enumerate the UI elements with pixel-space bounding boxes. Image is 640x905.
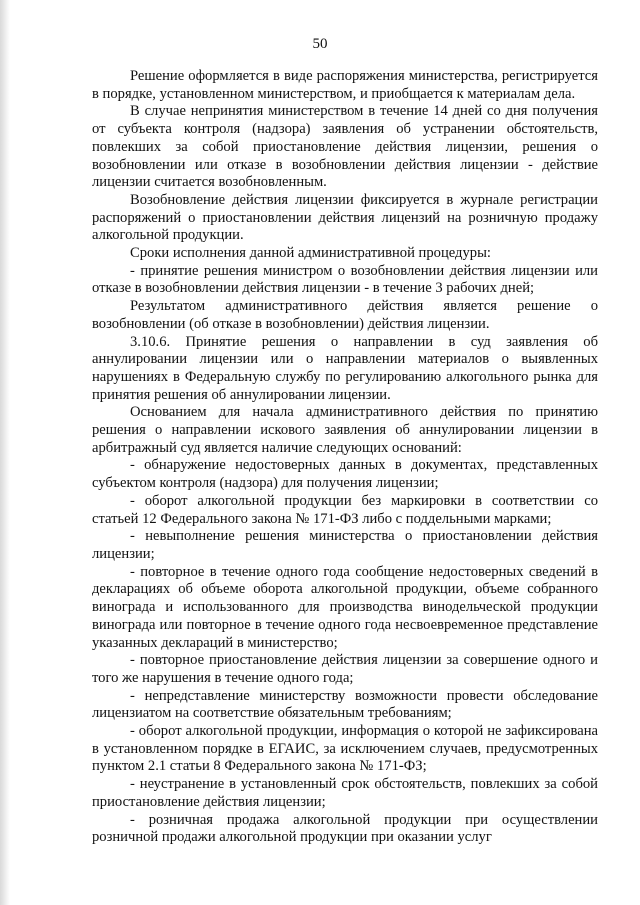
list-item: - оборот алкогольной продукции без маркировки в соответствии со статьей 12 Федерального закона № 171-ФЗ либо с поддельными марками; (92, 492, 598, 527)
list-item: - непредставление министерству возможности провести обследование лицензиатом на соответствие обязательным требованиям; (92, 687, 598, 722)
scan-edge-shadow (0, 0, 10, 905)
page-number: 50 (312, 36, 328, 52)
list-item: - повторное приостановление действия лицензии за совершение одного и того же нарушения в течение одного года; (92, 652, 598, 686)
paragraph: - принятие решения министром о возобновлении действия лицензии или отказе в возобновлении действия лицензии - в течение 3 рабочих дней; (92, 262, 598, 297)
paragraph: Возобновление действия лицензии фиксируется в журнале регистрации распоряжений о приостановлении действия лицензий на розничную продажу алкогольной продукции. (92, 191, 598, 244)
paragraph: В случае непринятия министерством в течение 14 дней со дня получения от субъекта контроля (надзора) заявления об устранении обстоятельств, повлекших за собой приостановление действия лицензии, решения о возобновлении или отказе в возобновлении действия лицензии - действие лицензии считается возобновленным. (92, 103, 598, 191)
list-item: - розничная продажа алкогольной продукции при осуществлении розничной продажи алкогольной продукции при оказании услуг (92, 811, 598, 846)
list-item: - повторное в течение одного года сообщение недостоверных сведений в декларациях об объеме оборота алкогольной продукции, объеме собранного винограда и использованного для производства винодельческой продукции винограда или повторное в течение одного года несвоевременное представление указанных деклараций в министерство; (92, 563, 598, 651)
paragraph: Сроки исполнения данной административной процедуры: (130, 245, 491, 262)
list-item: - обнаружение недостоверных данных в документах, представленных субъектом контроля (надзора) для получения лицензии; (92, 457, 598, 492)
paragraph: Решение оформляется в виде распоряжения министерства, регистрируется в порядке, установленном министерством, и приобщается к материалам дела. (92, 68, 598, 102)
list-item: - оборот алкогольной продукции, информация о которой не зафиксирована в установленном порядке в ЕГАИС, за исключением случаев, предусмотренных пунктом 2.1 статьи 8 Федерального закона № 171-ФЗ; (92, 723, 598, 775)
section-heading-paragraph: 3.10.6. Принятие решения о направлении в суд заявления об аннулировании лицензии или о направлении материалов о выявленных нарушениях в Федеральную службу по регулированию алкогольного рынка для принятия решения об аннулировании лицензии. (92, 333, 598, 403)
document-body (92, 68, 598, 847)
paragraph: Результатом административного действия является решение о возобновлении (об отказе в возобновлении) действия лицензии. (92, 298, 598, 332)
list-item: - неустранение в установленный срок обстоятельств, повлекших за собой приостановление действия лицензии; (92, 776, 598, 810)
paragraph: Основанием для начала административного действия по принятию решения о направлении искового заявления об аннулировании лицензии в арбитражный суд является наличие следующих оснований: (92, 404, 598, 456)
list-item: - невыполнение решения министерства о приостановлении действия лицензии; (92, 528, 598, 562)
